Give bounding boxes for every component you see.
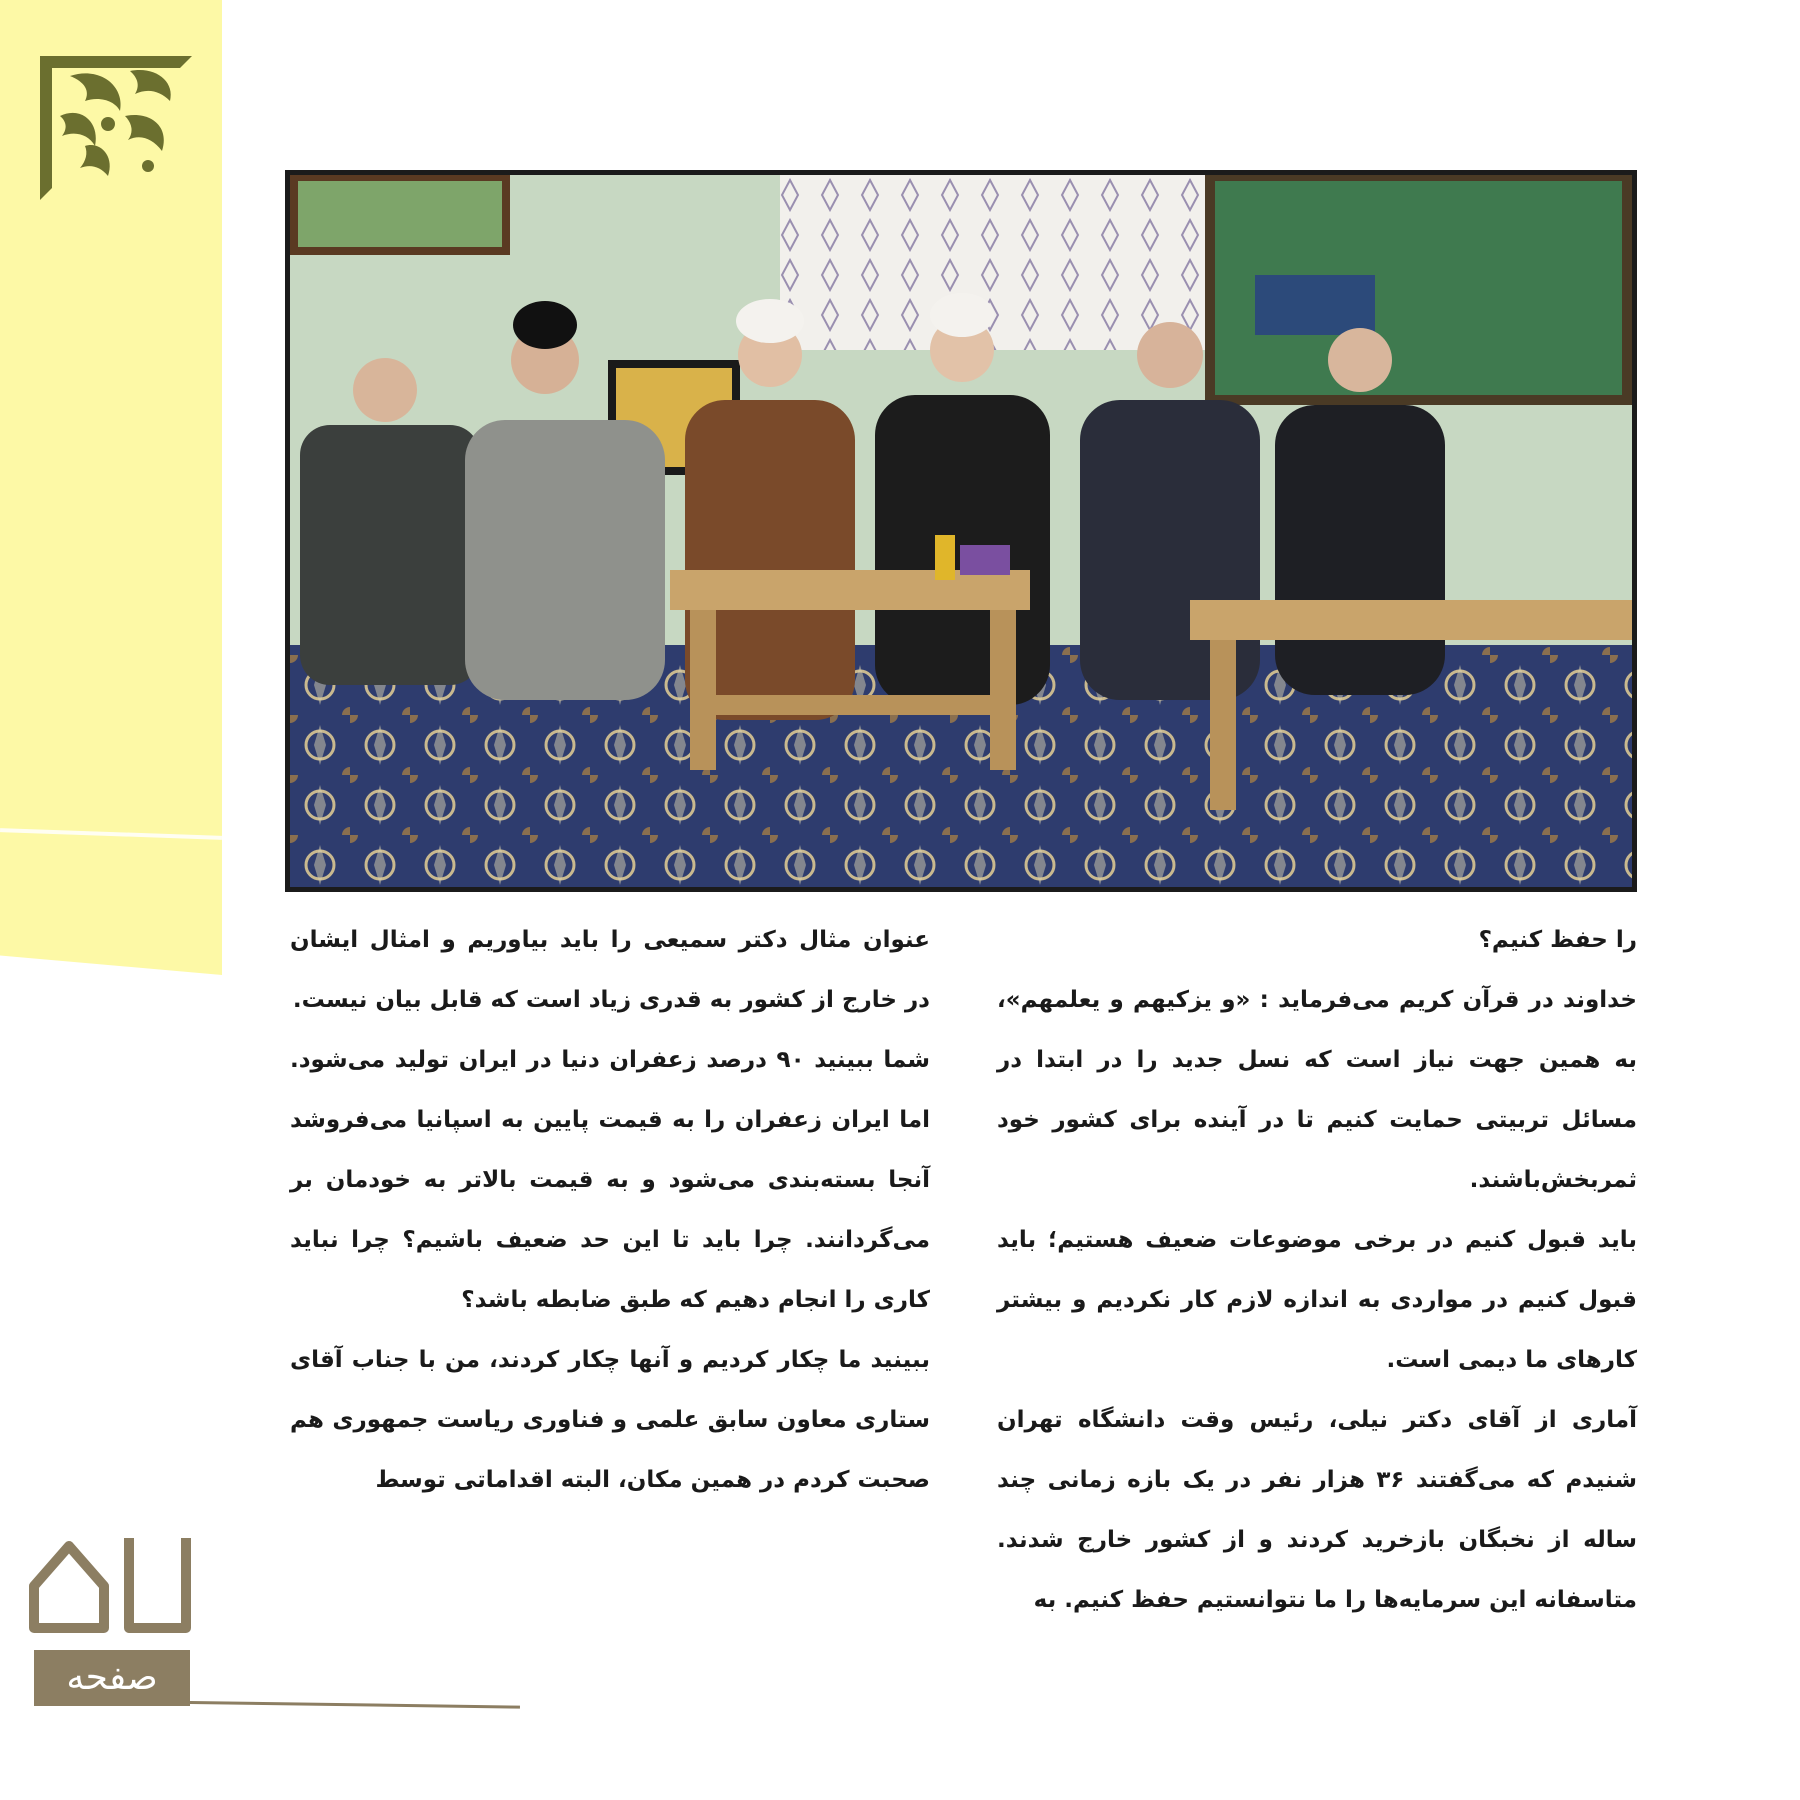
page-label-rule	[190, 1701, 520, 1709]
article-column-right: را حفظ کنیم؟ خداوند در قرآن کریم می‌فرماید : «و یزکیهم و یعلمهم»، به همین جهت نیاز است که نسل جدید را در ابتدا در مسائل تربیتی حمایت کنیم تا در آینده برای کشور خود ثمربخش‌باشند. باید قبول کنیم در برخی موضوعات ضعیف هستیم؛ باید قبول کنیم در مواردی به اندازه لازم کار نکردیم و بیشتر کارهای ما دیمی است. آماری از آقای دکتر نیلی، رئیس وقت دانشگاه تهران شنیدم که می‌گفتند ۳۶ هزار نفر در یک بازه زمانی چند ساله از نخبگان بازخرید کردند و از کشور خارج شدند. متاسفانه این سرمایه‌ها را ما نتوانستیم حفظ کنیم. به	[997, 927, 1637, 1613]
floral-ornament-icon	[30, 46, 192, 200]
page-label: صفحه	[34, 1650, 190, 1706]
photo-icon	[290, 175, 1632, 887]
page-number	[24, 1528, 196, 1638]
meeting-photo	[285, 170, 1637, 892]
article-column-left: عنوان مثال دکتر سمیعی را باید بیاوریم و امثال ایشان در خارج از کشور به قدری زیاد است که قابل بیان نیست. شما ببینید ۹۰ درصد زعفران دنیا در ایران تولید می‌شود. اما ایران زعفران را به قیمت پایین به اسپانیا می‌فروشد آنجا بسته‌بندی می‌شود و به قیمت بالاتر به خودمان بر می‌گردانند. چرا باید تا این حد ضعیف باشیم؟ چرا نباید کاری را انجام دهیم که طبق ضابطه باشد؟ ببینید ما چکار کردیم و آنها چکار کردند، من با جناب آقای ستاری معاون سابق علمی و فناوری ریاست جمهوری هم صحبت کردم در همین مکان، البته اقداماتی توسط	[290, 927, 930, 1493]
